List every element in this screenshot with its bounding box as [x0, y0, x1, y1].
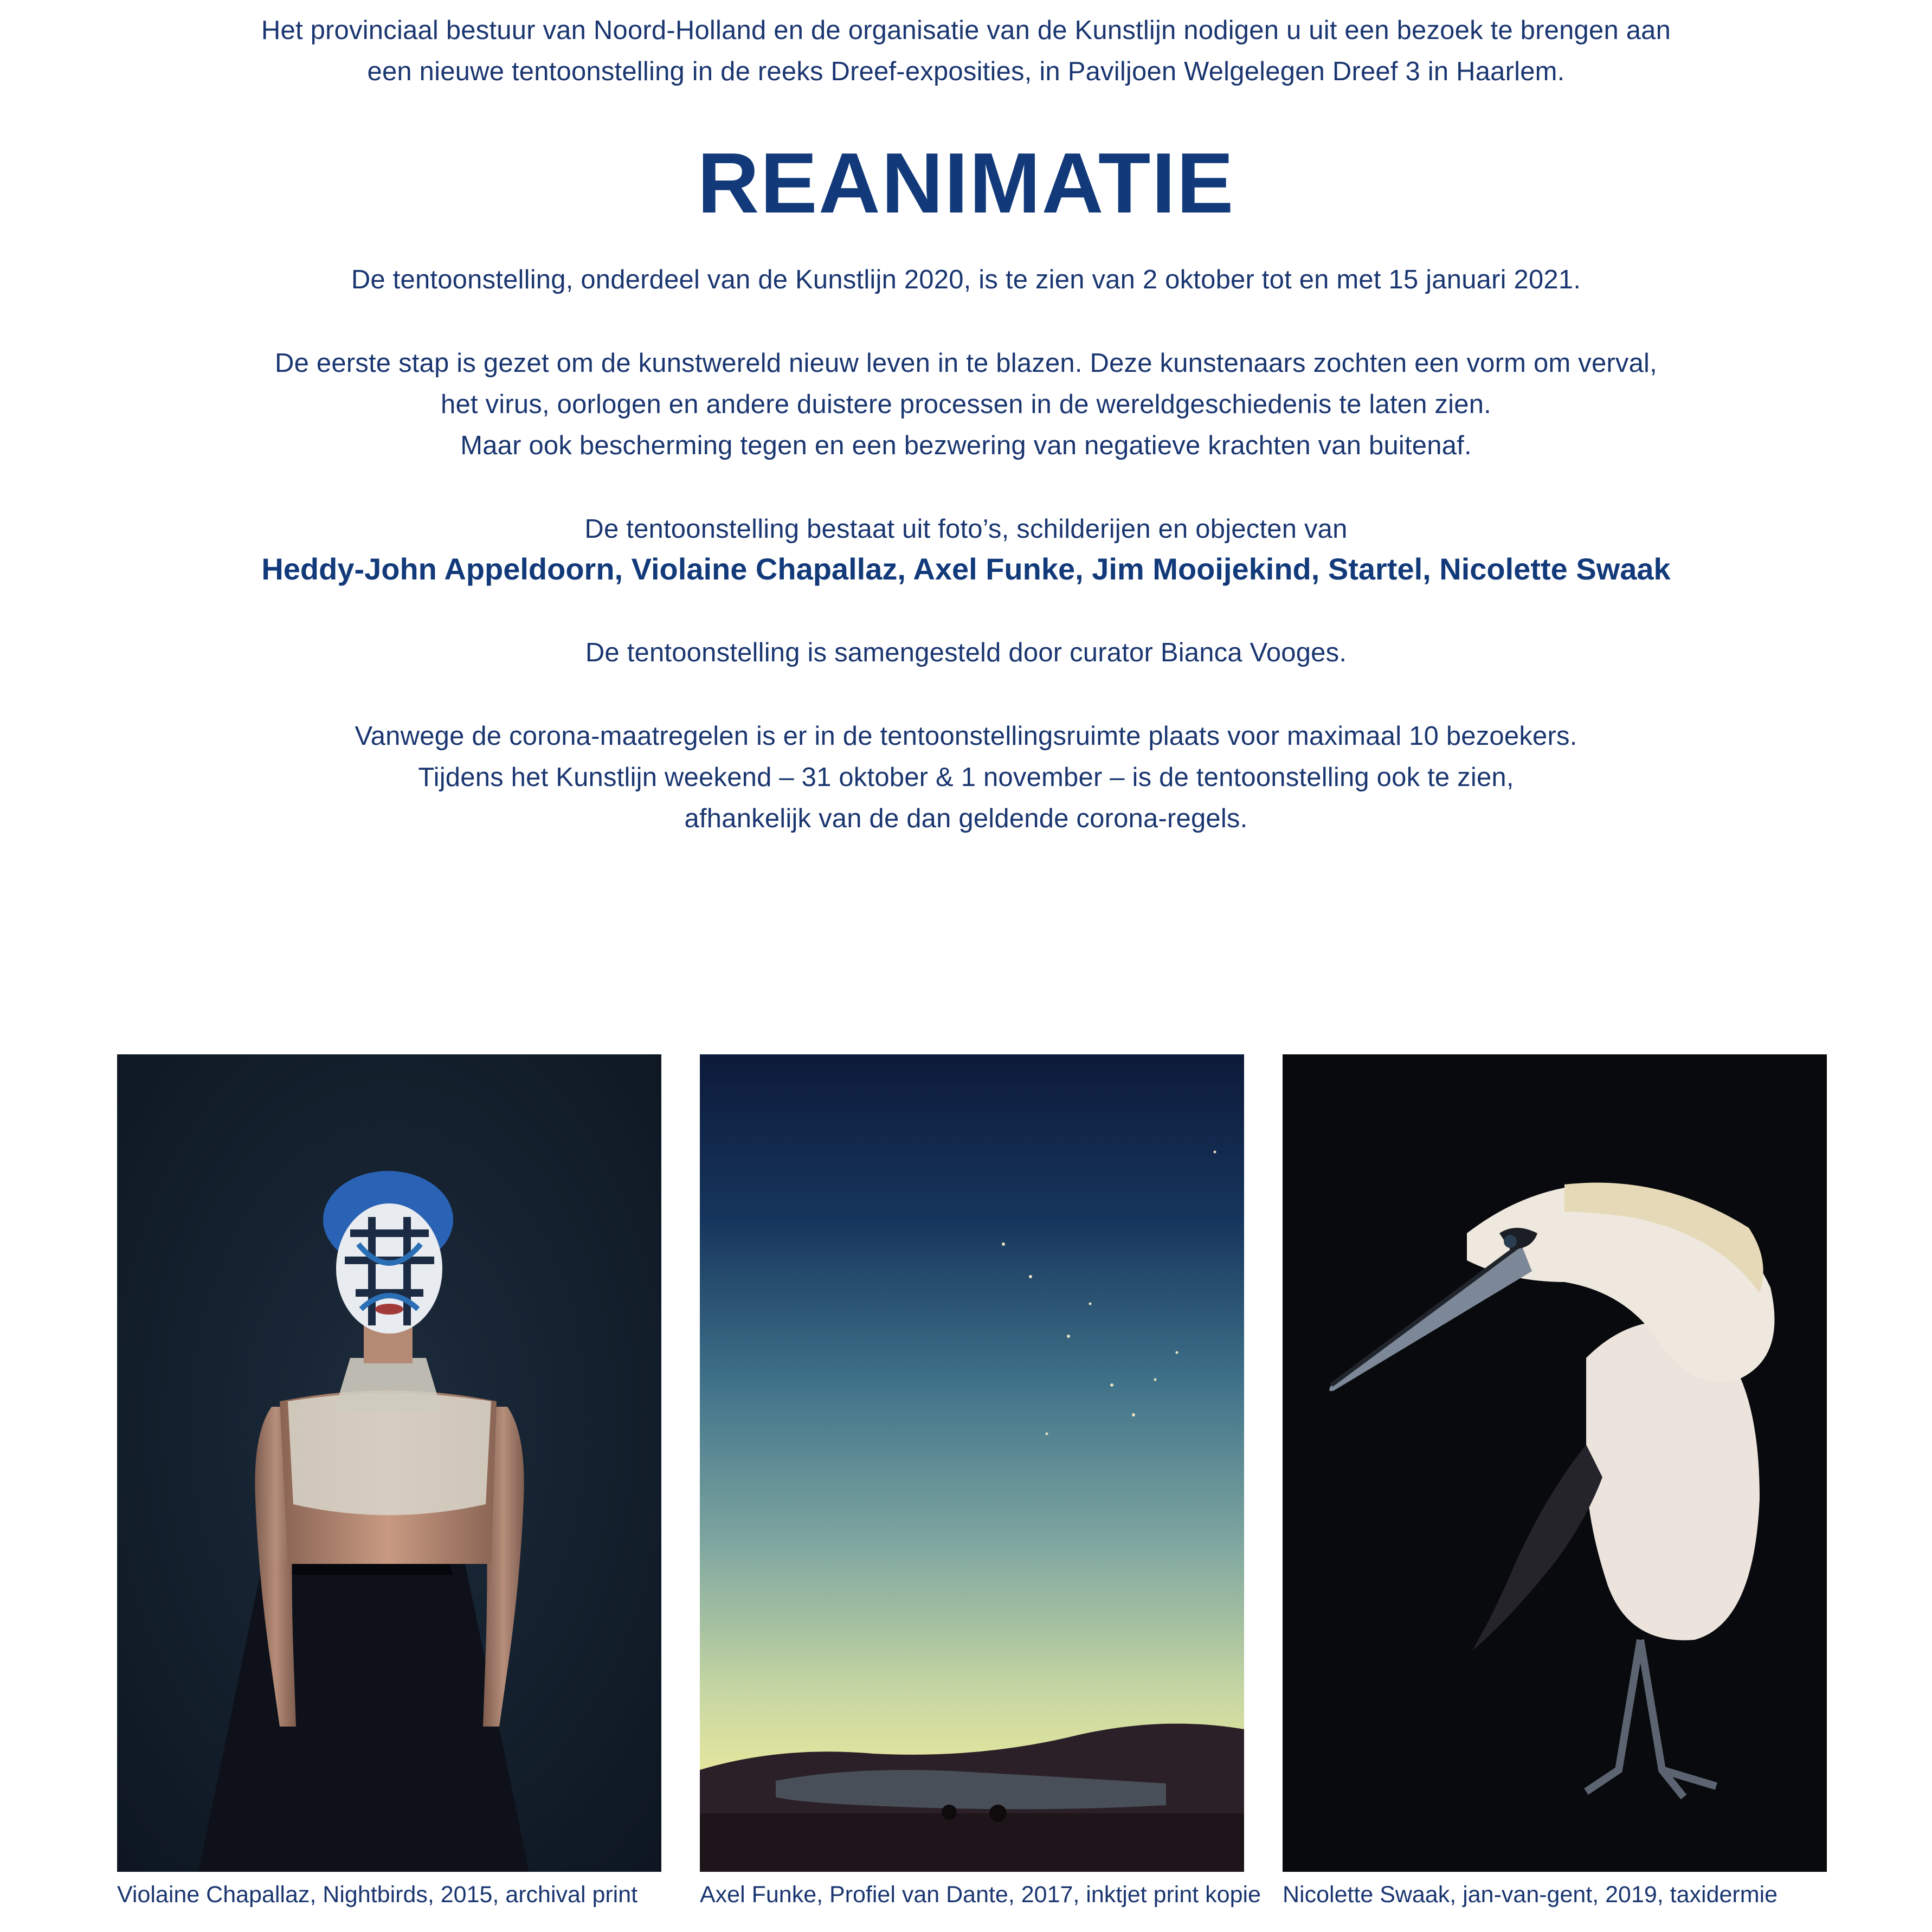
corona-line: afhankelijk van de dan geldende corona-regels.: [684, 804, 1248, 833]
statement-line: Maar ook bescherming tegen en een bezwering van negatieve krachten van buitenaf.: [460, 431, 1472, 460]
exhibition-title: REANIMATIE: [697, 136, 1235, 231]
intro-line: Het provinciaal bestuur van Noord-Holland en de organisatie van de Kunstlijn nodigen u uit een bezoek te brengen aan: [261, 16, 1671, 45]
dates-text: [0, 259, 1932, 300]
artists-lead-text: [0, 508, 1932, 550]
jan-van-gent-image: [1283, 1054, 1827, 1872]
photo-profiel-van-dante: [700, 1054, 1244, 1872]
photo-jan-van-gent: [1283, 1054, 1827, 1872]
curator-text: [0, 632, 1932, 673]
photo-caption: Nicolette Swaak, jan-van-gent, 2019, taxidermie: [1283, 1882, 1778, 1908]
statement-line: het virus, oorlogen en andere duistere processen in de wereldgeschiedenis te laten zien.: [441, 390, 1491, 419]
corona-line: Tijdens het Kunstlijn weekend – 31 oktober & 1 november – is de tentoonstelling ook te zien,: [418, 763, 1514, 792]
artists-list: Heddy-John Appeldoorn, Violaine Chapallaz, Axel Funke, Jim Mooijekind, Startel, Nicolette Swaak: [261, 552, 1671, 586]
corona-text: [0, 716, 1932, 839]
statement-line: De eerste stap is gezet om de kunstwereld nieuw leven in te blazen. Deze kunstenaars zochten een vorm om verval,: [275, 349, 1657, 378]
statement-text: [0, 343, 1932, 466]
photo-caption: Axel Funke, Profiel van Dante, 2017, inktjet print kopie: [700, 1882, 1261, 1908]
artists-lead-line: De tentoonstelling bestaat uit foto’s, schilderijen en objecten van: [584, 514, 1348, 544]
intro-line: een nieuwe tentoonstelling in de reeks Dreef-exposities, in Paviljoen Welgelegen Dreef 3 in Haarlem.: [367, 57, 1565, 86]
photo-caption: Violaine Chapallaz, Nightbirds, 2015, archival print: [117, 1882, 638, 1908]
corona-line: Vanwege de corona-maatregelen is er in de tentoonstellingsruimte plaats voor maximaal 10 bezoekers.: [355, 722, 1577, 751]
nightbirds-image: [117, 1054, 661, 1872]
intro-text: [0, 10, 1932, 92]
dates-line: De tentoonstelling, onderdeel van de Kunstlijn 2020, is te zien van 2 oktober tot en met 15 januari 2021.: [351, 265, 1581, 294]
photo-nightbirds: [117, 1054, 661, 1872]
profiel-van-dante-image: [700, 1054, 1244, 1872]
curator-line: De tentoonstelling is samengesteld door curator Bianca Vooges.: [585, 638, 1347, 667]
